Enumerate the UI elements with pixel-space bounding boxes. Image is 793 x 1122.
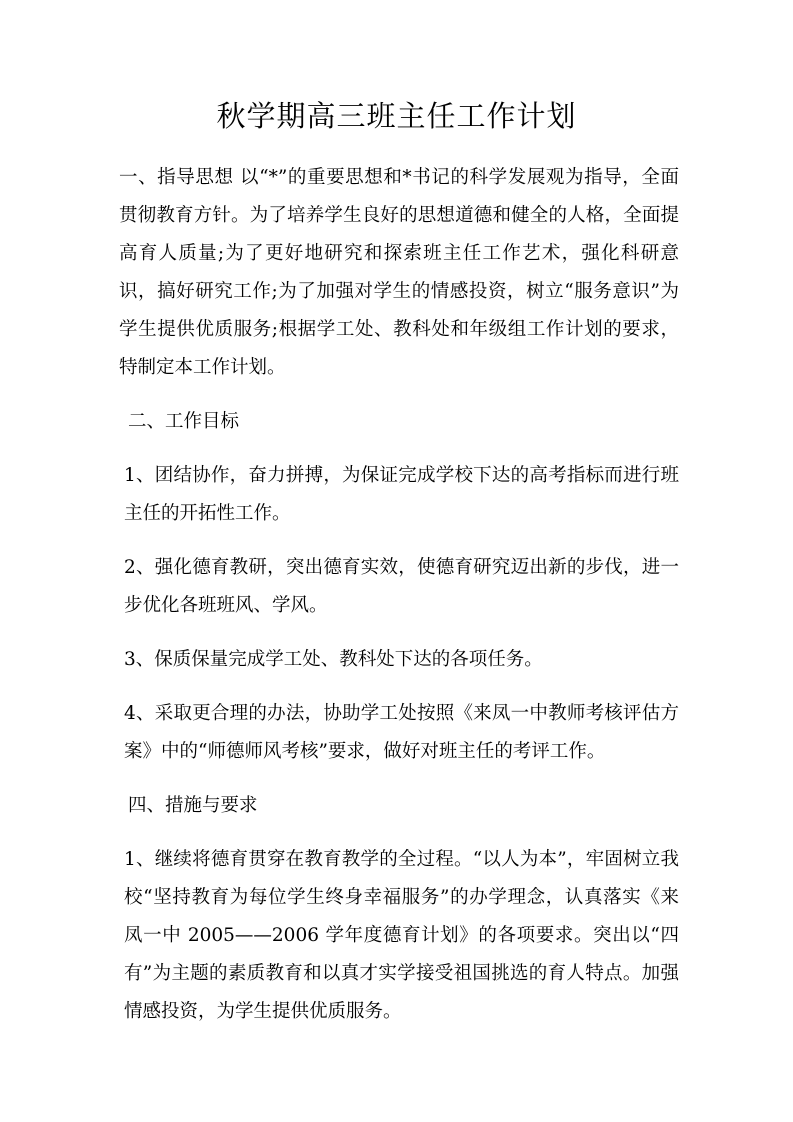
measure-item-1: 1、继续将德育贯穿在教育教学的全过程。“以人为本”，牢固树立我校“坚持教育为每位学生终身幸福服务”的办学理念，认真落实《来凤一中 2005——2006 学年度德育计划》的各项要求。突出以“四有”为主题的素质教育和以真才实学接受祖国挑选的育人特点。加强情感投资，为学生提供优质服务。	[124, 849, 679, 1022]
goal-item-2: 2、强化德育教研，突出德育实效，使德育研究迈出新的步伐，进一步优化各班班风、学风。	[124, 557, 679, 616]
goal-item-1: 1、团结协作，奋力拼搏，为保证完成学校下达的高考指标而进行班主任的开拓性工作。	[124, 465, 679, 524]
goal-item-3: 3、保质保量完成学工处、教科处下达的各项任务。	[124, 649, 543, 670]
goal-item-4: 4、采取更合理的办法，协助学工处按照《来凤一中教师考核评估方案》中的“师德师风考核”要求，做好对班主任的考评工作。	[124, 703, 679, 762]
document-body	[119, 159, 679, 1047]
document-title: 秋学期高三班主任工作计划	[216, 99, 577, 133]
section-heading-work-goals: 二、工作目标	[128, 411, 240, 432]
section-heading-measures: 四、措施与要求	[128, 795, 258, 816]
paragraph-guiding-ideology: 一、指导思想 以“*”的重要思想和*书记的科学发展观为指导，全面贯彻教育方针。为了培养学生良好的思想道德和健全的人格，全面提高育人质量;为了更好地研究和探索班主任工作艺术，强化科研意识，搞好研究工作;为了加强对学生的情感投资，树立“服务意识”为学生提供优质服务;根据学工处、教科处和年级组工作计划的要求，特制定本工作计划。	[119, 167, 679, 378]
